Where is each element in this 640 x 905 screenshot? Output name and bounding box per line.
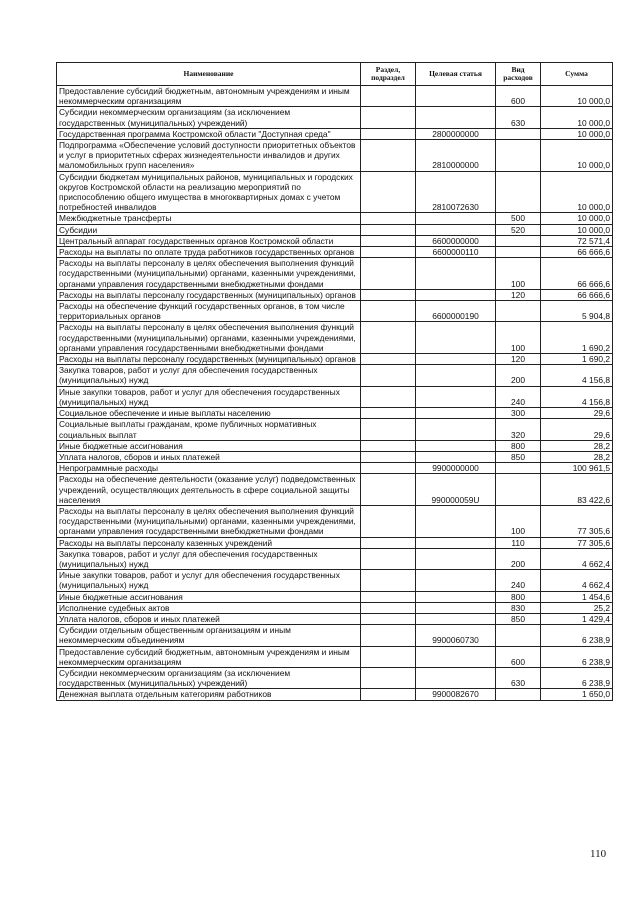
row-sum: 28,2	[541, 451, 613, 462]
row-target: 2810072630	[416, 171, 496, 213]
row-name: Иные закупки товаров, работ и услуг для обеспечения государственных (муниципальных) нужд	[57, 386, 361, 407]
row-sum: 77 305,6	[541, 505, 613, 537]
row-sum: 100 961,5	[541, 463, 613, 474]
row-section	[361, 440, 416, 451]
row-sum: 77 305,6	[541, 537, 613, 548]
row-type: 600	[496, 646, 541, 667]
row-section	[361, 591, 416, 602]
row-name: Расходы на выплаты персоналу в целях обеспечения выполнения функций государственными (муниципальными) органами, казенными учреждениями, органами управления государственными внебюджетными фондами	[57, 258, 361, 290]
row-target	[416, 505, 496, 537]
row-section	[361, 365, 416, 386]
row-sum: 10 000,0	[541, 128, 613, 139]
row-name: Субсидии некоммерческим организациям (за исключением государственных (муниципальных) учреждений)	[57, 107, 361, 128]
row-target	[416, 107, 496, 128]
row-target	[416, 591, 496, 602]
row-sum: 66 666,6	[541, 258, 613, 290]
row-target	[416, 548, 496, 569]
row-section	[361, 451, 416, 462]
row-section	[361, 505, 416, 537]
row-section	[361, 667, 416, 688]
row-type	[496, 247, 541, 258]
row-target	[416, 258, 496, 290]
row-type: 520	[496, 224, 541, 235]
row-target	[416, 570, 496, 591]
row-sum: 1 454,6	[541, 591, 613, 602]
header-name: Наименование	[57, 63, 361, 86]
row-name: Предоставление субсидий бюджетным, автономным учреждениям и иным некоммерческим организациям	[57, 646, 361, 667]
row-name: Расходы на обеспечение деятельности (оказание услуг) подведомственных учреждений, осуществляющих деятельность в сфере социальной защиты населения	[57, 474, 361, 506]
row-name: Расходы на выплаты персоналу государственных (муниципальных) органов	[57, 354, 361, 365]
row-target	[416, 440, 496, 451]
table-row	[57, 591, 613, 602]
header-type: Вид расходов	[496, 63, 541, 86]
row-target	[416, 289, 496, 300]
row-name: Подпрограмма «Обеспечение условий доступности приоритетных объектов и услуг в приоритетных сферах жизнедеятельности инвалидов и других маломобильных групп населения»	[57, 140, 361, 172]
row-section	[361, 140, 416, 172]
table-row	[57, 322, 613, 354]
row-section	[361, 171, 416, 213]
row-type	[496, 140, 541, 172]
row-section	[361, 354, 416, 365]
row-target	[416, 613, 496, 624]
table-header-row	[57, 63, 613, 86]
table-row	[57, 463, 613, 474]
row-sum: 29,6	[541, 419, 613, 440]
row-sum: 28,2	[541, 440, 613, 451]
row-name: Социальное обеспечение и иные выплаты населению	[57, 408, 361, 419]
row-section	[361, 613, 416, 624]
table-row	[57, 258, 613, 290]
row-name: Государственная программа Костромской области "Доступная среда"	[57, 128, 361, 139]
row-type: 120	[496, 289, 541, 300]
row-name: Иные закупки товаров, работ и услуг для обеспечения государственных (муниципальных) нужд	[57, 570, 361, 591]
row-type	[496, 474, 541, 506]
row-name: Расходы на обеспечение функций государственных органов, в том числе территориальных органов	[57, 301, 361, 322]
row-section	[361, 386, 416, 407]
table-row	[57, 408, 613, 419]
row-sum: 1 690,2	[541, 354, 613, 365]
row-name: Субсидии	[57, 224, 361, 235]
row-name: Межбюджетные трансферты	[57, 213, 361, 224]
table-row	[57, 140, 613, 172]
table-row	[57, 301, 613, 322]
row-target: 9900082670	[416, 689, 496, 700]
row-type	[496, 689, 541, 700]
row-target	[416, 213, 496, 224]
table-row	[57, 570, 613, 591]
row-name: Исполнение судебных актов	[57, 602, 361, 613]
row-target: 9900060730	[416, 625, 496, 646]
row-section	[361, 213, 416, 224]
table-row	[57, 505, 613, 537]
row-target	[416, 602, 496, 613]
table-row	[57, 613, 613, 624]
row-type: 630	[496, 667, 541, 688]
table-row	[57, 128, 613, 139]
row-name: Расходы на выплаты персоналу в целях обеспечения выполнения функций государственными (муниципальными) органами, казенными учреждениями, органами управления государственными внебюджетными фондами	[57, 505, 361, 537]
row-type: 800	[496, 591, 541, 602]
row-name: Закупка товаров, работ и услуг для обеспечения государственных (муниципальных) нужд	[57, 365, 361, 386]
row-section	[361, 602, 416, 613]
row-section	[361, 570, 416, 591]
row-type	[496, 463, 541, 474]
table-row	[57, 213, 613, 224]
row-target	[416, 419, 496, 440]
table-row	[57, 548, 613, 569]
row-section	[361, 322, 416, 354]
row-sum: 10 000,0	[541, 224, 613, 235]
row-section	[361, 474, 416, 506]
row-type: 200	[496, 365, 541, 386]
row-name: Расходы на выплаты персоналу казенных учреждений	[57, 537, 361, 548]
table-row	[57, 646, 613, 667]
table-body	[57, 86, 613, 701]
row-section	[361, 224, 416, 235]
row-sum: 10 000,0	[541, 107, 613, 128]
header-target: Целевая статья	[416, 63, 496, 86]
table-row	[57, 86, 613, 107]
row-name: Субсидии некоммерческим организациям (за исключением государственных (муниципальных) учреждений)	[57, 667, 361, 688]
row-type	[496, 235, 541, 246]
budget-table	[56, 62, 613, 701]
row-name: Непрограммные расходы	[57, 463, 361, 474]
row-target	[416, 667, 496, 688]
header-sum: Сумма	[541, 63, 613, 86]
row-name: Иные бюджетные ассигнования	[57, 440, 361, 451]
row-sum: 29,6	[541, 408, 613, 419]
row-type: 100	[496, 258, 541, 290]
row-section	[361, 625, 416, 646]
row-target: 2800000000	[416, 128, 496, 139]
row-target	[416, 354, 496, 365]
row-section	[361, 689, 416, 700]
row-section	[361, 235, 416, 246]
table-row	[57, 171, 613, 213]
row-sum: 25,2	[541, 602, 613, 613]
table-row	[57, 247, 613, 258]
row-name: Предоставление субсидий бюджетным, автономным учреждениям и иным некоммерческим организациям	[57, 86, 361, 107]
table-row	[57, 451, 613, 462]
table-row	[57, 107, 613, 128]
row-type: 240	[496, 570, 541, 591]
row-type	[496, 625, 541, 646]
table-row	[57, 365, 613, 386]
row-type: 630	[496, 107, 541, 128]
row-name: Уплата налогов, сборов и иных платежей	[57, 613, 361, 624]
row-type: 300	[496, 408, 541, 419]
table-row	[57, 386, 613, 407]
table-row	[57, 602, 613, 613]
row-sum: 6 238,9	[541, 646, 613, 667]
row-name: Субсидии бюджетам муниципальных районов, муниципальных и городских округов Костромской области на реализацию мероприятий по приспособлению общего имущества в многоквартирных домах с учетом потребностей инвалидов	[57, 171, 361, 213]
row-sum: 4 156,8	[541, 365, 613, 386]
row-name: Иные бюджетные ассигнования	[57, 591, 361, 602]
row-type: 600	[496, 86, 541, 107]
row-sum: 6 238,9	[541, 625, 613, 646]
row-sum: 4 662,4	[541, 570, 613, 591]
row-sum: 10 000,0	[541, 213, 613, 224]
row-sum: 83 422,6	[541, 474, 613, 506]
row-name: Уплата налогов, сборов и иных платежей	[57, 451, 361, 462]
row-name: Центральный аппарат государственных органов Костромской области	[57, 235, 361, 246]
row-target	[416, 408, 496, 419]
row-target	[416, 365, 496, 386]
table-row	[57, 667, 613, 688]
row-section	[361, 289, 416, 300]
table-row	[57, 354, 613, 365]
row-type: 200	[496, 548, 541, 569]
row-name: Закупка товаров, работ и услуг для обеспечения государственных (муниципальных) нужд	[57, 548, 361, 569]
row-target: 6600000110	[416, 247, 496, 258]
row-type: 850	[496, 451, 541, 462]
row-target	[416, 386, 496, 407]
row-section	[361, 548, 416, 569]
row-type: 100	[496, 505, 541, 537]
row-type: 850	[496, 613, 541, 624]
row-sum: 4 156,8	[541, 386, 613, 407]
row-section	[361, 86, 416, 107]
table-row	[57, 474, 613, 506]
row-section	[361, 258, 416, 290]
row-type: 120	[496, 354, 541, 365]
row-section	[361, 301, 416, 322]
row-type: 110	[496, 537, 541, 548]
row-sum: 4 662,4	[541, 548, 613, 569]
row-target	[416, 451, 496, 462]
row-name: Расходы на выплаты персоналу в целях обеспечения выполнения функций государственными (муниципальными) органами, казенными учреждениями, органами управления государственными внебюджетными фондами	[57, 322, 361, 354]
row-target	[416, 537, 496, 548]
table-row	[57, 625, 613, 646]
row-type: 240	[496, 386, 541, 407]
row-section	[361, 646, 416, 667]
table-row	[57, 224, 613, 235]
row-sum: 5 904,8	[541, 301, 613, 322]
row-section	[361, 408, 416, 419]
row-section	[361, 247, 416, 258]
page-number: 110	[590, 848, 607, 860]
row-type: 100	[496, 322, 541, 354]
table-row	[57, 440, 613, 451]
row-sum: 1 429,4	[541, 613, 613, 624]
row-target	[416, 646, 496, 667]
row-section	[361, 419, 416, 440]
row-name: Субсидии отдельным общественным организациям и иным некоммерческим объединениям	[57, 625, 361, 646]
document-page	[56, 62, 612, 701]
row-section	[361, 537, 416, 548]
row-name: Расходы на выплаты по оплате труда работников государственных органов	[57, 247, 361, 258]
row-type: 800	[496, 440, 541, 451]
row-target: 990000059U	[416, 474, 496, 506]
row-name: Денежная выплата отдельным категориям работников	[57, 689, 361, 700]
row-name: Социальные выплаты гражданам, кроме публичных нормативных социальных выплат	[57, 419, 361, 440]
row-target: 6600000190	[416, 301, 496, 322]
row-sum: 1 690,2	[541, 322, 613, 354]
row-target	[416, 322, 496, 354]
row-sum: 10 000,0	[541, 171, 613, 213]
table-row	[57, 537, 613, 548]
row-type: 830	[496, 602, 541, 613]
row-target: 2810000000	[416, 140, 496, 172]
table-row	[57, 235, 613, 246]
row-type: 320	[496, 419, 541, 440]
row-section	[361, 128, 416, 139]
row-target	[416, 86, 496, 107]
row-type	[496, 128, 541, 139]
row-type	[496, 171, 541, 213]
row-sum: 66 666,6	[541, 247, 613, 258]
header-section: Раздел, подраздел	[361, 63, 416, 86]
row-section	[361, 463, 416, 474]
row-sum: 72 571,4	[541, 235, 613, 246]
row-target: 9900000000	[416, 463, 496, 474]
row-name: Расходы на выплаты персоналу государственных (муниципальных) органов	[57, 289, 361, 300]
row-sum: 10 000,0	[541, 86, 613, 107]
row-section	[361, 107, 416, 128]
table-row	[57, 689, 613, 700]
row-sum: 66 666,6	[541, 289, 613, 300]
row-type: 500	[496, 213, 541, 224]
table-row	[57, 419, 613, 440]
row-target	[416, 224, 496, 235]
row-sum: 1 650,0	[541, 689, 613, 700]
row-sum: 6 238,9	[541, 667, 613, 688]
row-type	[496, 301, 541, 322]
row-target: 6600000000	[416, 235, 496, 246]
table-row	[57, 289, 613, 300]
row-sum: 10 000,0	[541, 140, 613, 172]
